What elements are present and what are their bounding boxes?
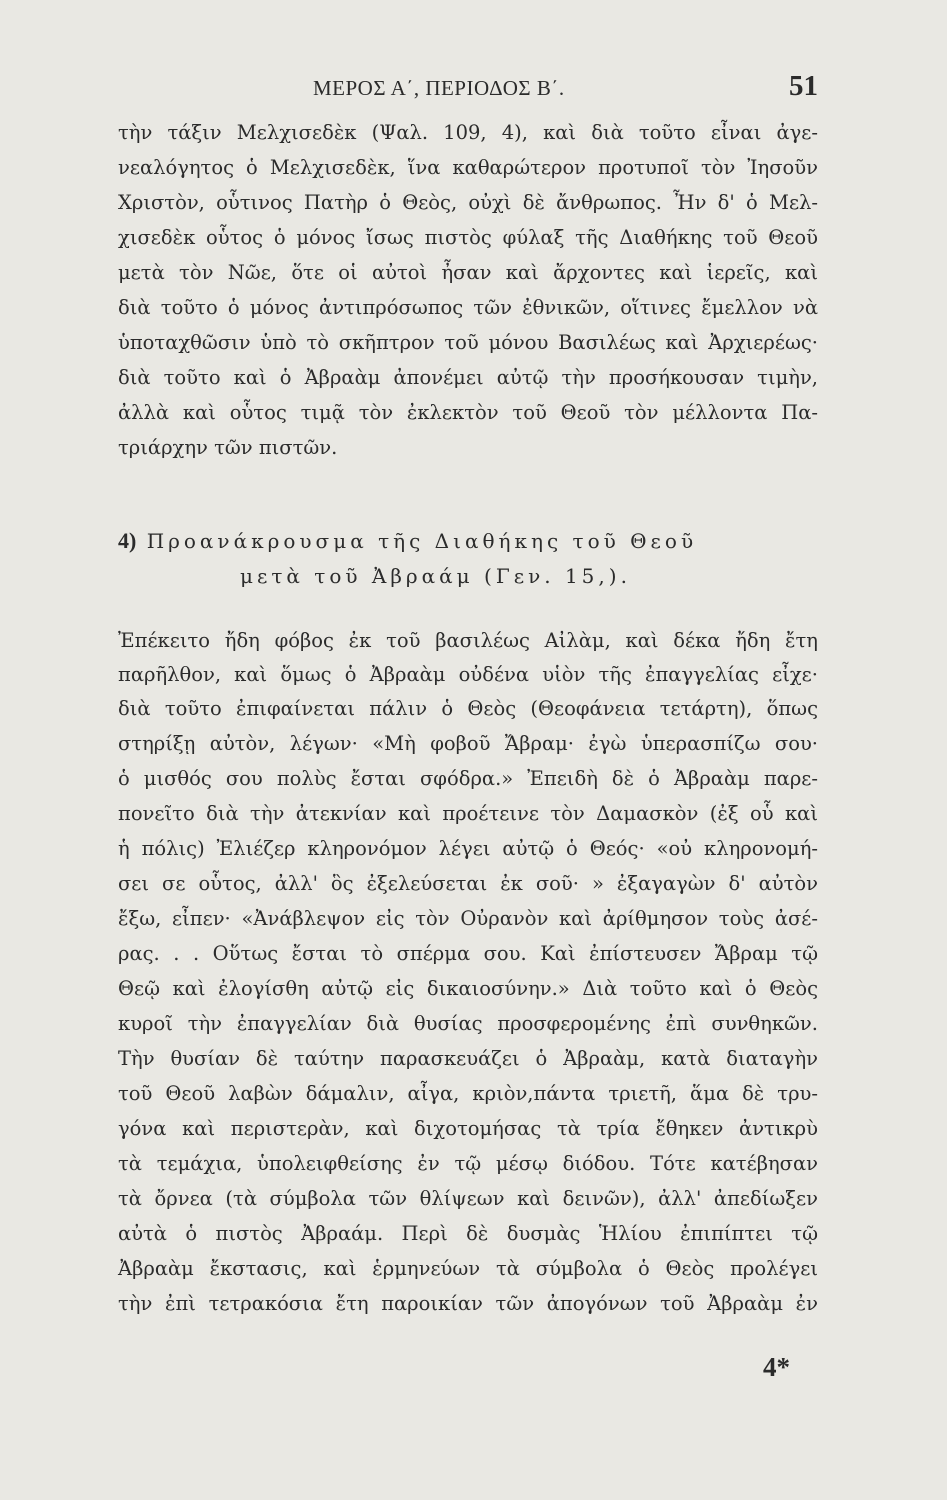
text-line: διὰ τοῦτο καὶ ὁ Ἀβραὰμ ἀπονέμει αὐτῷ τὴν προσήκουσαν τιμὴν,	[118, 366, 818, 389]
text-line: ἔξω, εἶπεν· «Ἀνάβλεψον εἰς τὸν Οὐρανὸν καὶ ἀρίθμησον τοὺς ἀσέ-	[118, 907, 818, 930]
running-head: ΜΕΡΟΣ Α΄, ΠΕΡΙΟΔΟΣ Β΄.	[313, 76, 565, 100]
text-line: πονεῖτο διὰ τὴν ἀτεκνίαν καὶ προέτεινε τὸν Δαμασκὸν (ἐξ οὗ καὶ	[118, 802, 818, 825]
text-line: χισεδὲκ οὗτος ὁ μόνος ἴσως πιστὸς φύλαξ τῆς Διαθήκης τοῦ Θεοῦ	[118, 226, 818, 249]
text-line: νεαλόγητος ὁ Μελχισεδὲκ, ἵνα καθαρώτερον προτυποῖ τὸν Ἰησοῦν	[118, 156, 818, 179]
text-line: τὰ τεμάχια, ὑπολειφθείσης ἐν τῷ μέσῳ διόδου. Τότε κατέβησαν	[118, 1152, 818, 1175]
text-line: Τὴν θυσίαν δὲ ταύτην παρασκευάζει ὁ Ἀβραὰμ, κατὰ διαταγὴν	[118, 1047, 818, 1070]
text-line: Χριστὸν, οὗτινος Πατὴρ ὁ Θεὸς, οὐχὶ δὲ ἄνθρωπος. Ἦν δ' ὁ Μελ-	[118, 191, 818, 214]
text-line: τριάρχην τῶν πιστῶν.	[118, 436, 338, 459]
text-line: διὰ τοῦτο ὁ μόνος ἀντιπρόσωπος τῶν ἐθνικῶν, οἵτινες ἔμελλον νὰ	[118, 296, 818, 319]
text-line: μετὰ τὸν Νῶε, ὅτε οἱ αὐτοὶ ἦσαν καὶ ἄρχοντες καὶ ἱερεῖς, καὶ	[118, 261, 818, 284]
text-line: τὴν ἐπὶ τετρακόσια ἔτη παροικίαν τῶν ἀπογόνων τοῦ Ἀβραὰμ ἐν	[118, 1292, 818, 1315]
text-line: ἀλλὰ καὶ οὗτος τιμᾷ τὸν ἐκλεκτὸν τοῦ Θεοῦ τὸν μέλλοντα Πα-	[118, 401, 818, 424]
text-line: Θεῷ καὶ ἐλογίσθη αὐτῷ εἰς δικαιοσύνην.» Διὰ τοῦτο καὶ ὁ Θεὸς	[118, 977, 818, 1000]
text-line: Ἀβραὰμ ἔκστασις, καὶ ἑρμηνεύων τὰ σύμβολα ὁ Θεὸς προλέγει	[118, 1257, 818, 1280]
text-line: σει σε οὗτος, ἀλλ' ὃς ἐξελεύσεται ἐκ σοῦ· » ἐξαγαγὼν δ' αὐτὸν	[118, 872, 818, 895]
section-title-text: Προανάκρουσμα τῆς Διαθήκης τοῦ Θεοῦ	[146, 529, 698, 553]
text-line: ρας. . . Οὕτως ἔσται τὸ σπέρμα σου. Καὶ ἐπίστευσεν Ἄβραμ τῷ	[118, 942, 818, 965]
text-line: Ἐπέκειτο ἤδη φόβος ἐκ τοῦ βασιλέως Αἰλὰμ, καὶ δέκα ἤδη ἔτη	[118, 629, 818, 652]
text-line: τοῦ Θεοῦ λαβὼν δάμαλιν, αἶγα, κριὸν,πάντα τριετῆ, ἅμα δὲ τρυ-	[118, 1082, 818, 1105]
text-line: ὁ μισθός σου πολὺς ἔσται σφόδρα.» Ἐπειδὴ δὲ ὁ Ἀβραὰμ παρε-	[118, 767, 818, 790]
section-title-line-2: μετὰ τοῦ Ἀβραάμ (Γεν. 15,).	[240, 564, 631, 588]
text-line: παρῆλθον, καὶ ὅμως ὁ Ἀβραὰμ οὐδένα υἱὸν τῆς ἐπαγγελίας εἶχε·	[118, 663, 818, 686]
page-number: 51	[789, 70, 818, 102]
section-title-line-1	[118, 528, 697, 562]
text-line: στηρίξῃ αὐτὸν, λέγων· «Μὴ φοβοῦ Ἄβραμ· ἐγὼ ὑπερασπίζω σου·	[118, 732, 818, 755]
page-header	[118, 70, 818, 110]
text-line: διὰ τοῦτο ἐπιφαίνεται πάλιν ὁ Θεὸς (Θεοφάνεια τετάρτη), ὅπως	[118, 697, 818, 720]
text-line: αὐτὰ ὁ πιστὸς Ἀβραάμ. Περὶ δὲ δυσμὰς Ἡλίου ἐπιπίπτει τῷ	[118, 1222, 818, 1245]
text-line: ἡ πόλις) Ἐλιέζερ κληρονόμον λέγει αὐτῷ ὁ Θεός· «οὐ κληρονομή-	[118, 837, 818, 860]
text-line: τὴν τάξιν Μελχισεδὲκ (Ψαλ. 109, 4), καὶ διὰ τοῦτο εἶναι ἀγε-	[118, 121, 818, 144]
text-line: ὑποταχθῶσιν ὑπὸ τὸ σκῆπτρον τοῦ μόνου Βασιλέως καὶ Ἀρχιερέως·	[118, 331, 818, 354]
text-line: κυροῖ τὴν ἐπαγγελίαν διὰ θυσίας προσφερομένης ἐπὶ συνθηκῶν.	[118, 1012, 818, 1035]
section-number: 4)	[118, 528, 137, 553]
text-line: τὰ ὄρνεα (τὰ σύμβολα τῶν θλίψεων καὶ δεινῶν), ἀλλ' ἀπεδίωξεν	[118, 1187, 818, 1210]
signature-mark: 4*	[763, 1352, 790, 1382]
text-line: γόνα καὶ περιστερὰν, καὶ διχοτομήσας τὰ τρία ἔθηκεν ἀντικρὺ	[118, 1117, 818, 1140]
